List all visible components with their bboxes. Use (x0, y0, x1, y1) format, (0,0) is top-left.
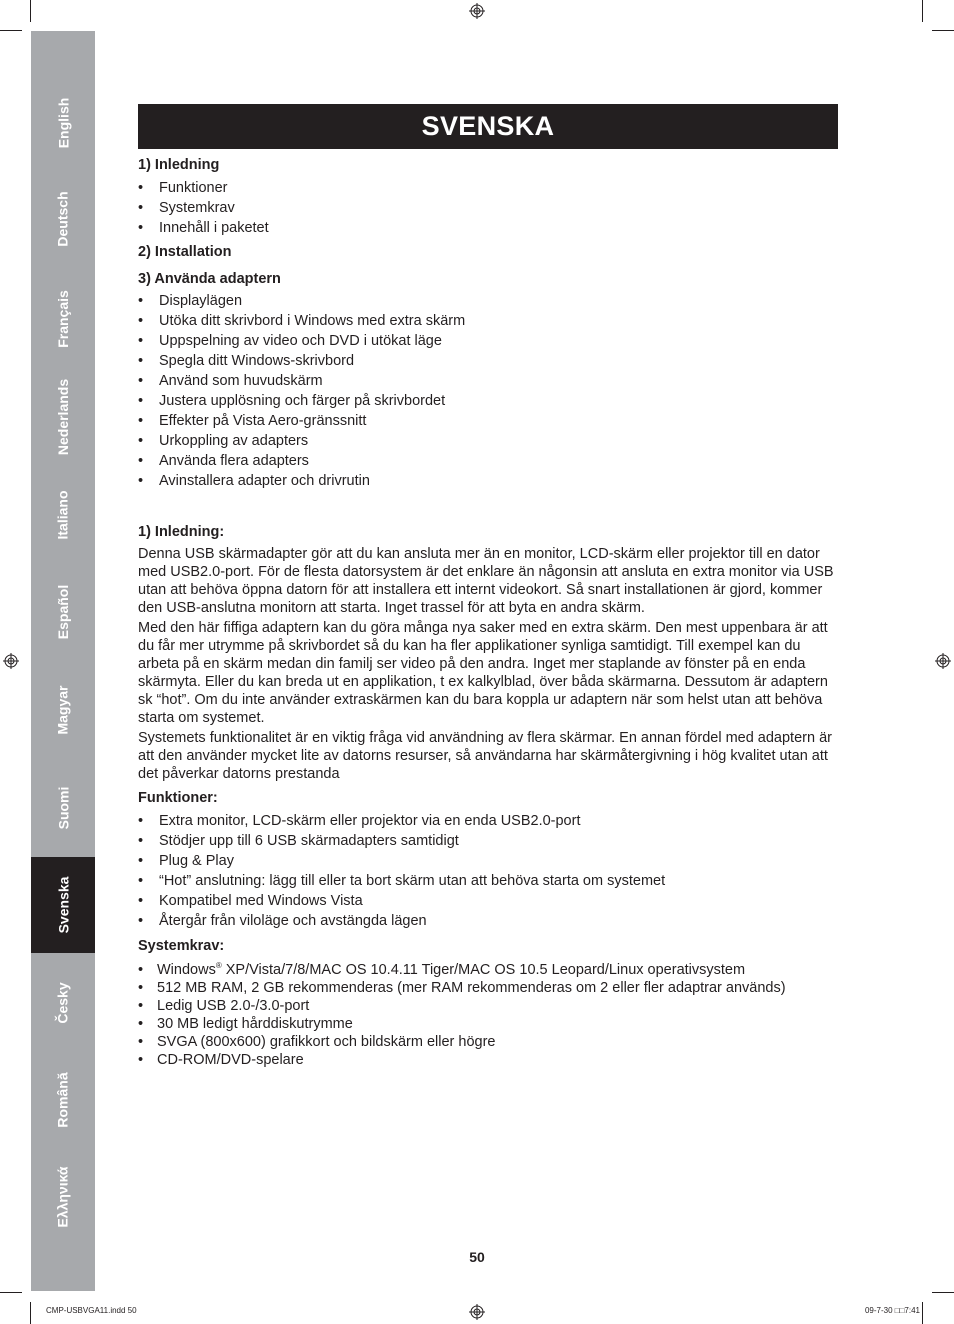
page-title: SVENSKA (138, 104, 838, 149)
toc-heading-anvanda-adaptern: 3) Använda adaptern (138, 271, 281, 287)
section-heading-funktioner: Funktioner: (138, 790, 218, 806)
list-item: • Stödjer upp till 6 USB skärmadapters samtidigt (138, 831, 838, 851)
language-sidebar (31, 31, 95, 1291)
language-tab-suomi[interactable]: Suomi (55, 786, 71, 830)
list-item: • Kompatibel med Windows Vista (138, 891, 838, 911)
language-tab-italiano[interactable]: Italiano (54, 490, 71, 540)
registration-mark-icon (469, 1304, 485, 1320)
intro-paragraph: Med den här fiffiga adaptern kan du göra många nya saker med en extra skärm. Den mest uppenbara är att du får mer utrymme på skrivbordet så du kan ha fler applikationer synliga samtidigt. Till exempel kan du arbeta på en skärm medan din familj ser video på den andra. Inget mer staplande av fönster på en enda skärmyta. Eller du kan breda ut en applikation, t ex kalkylblad, över båda skärmarna. Dessutom är adaptern sk “hot”. Om du inte använder extraskärmen kan du bara koppla ur adaptern när som helst utan att behöva starta om systemet. (138, 620, 828, 726)
crop-mark (30, 0, 31, 22)
list-item: • Systemkrav (138, 198, 838, 218)
toc-list-anvanda-adaptern (138, 291, 838, 491)
language-tab-cesky[interactable]: Česky (54, 982, 71, 1024)
list-item: • Funktioner (138, 178, 838, 198)
list-item: • Använd som huvudskärm (138, 371, 838, 391)
toc-heading-inledning: 1) Inledning (138, 157, 220, 173)
language-tab-english[interactable]: English (55, 97, 71, 149)
intro-paragraph: Systemets funktionalitet är en viktig fråga vid användning av flera skärmar. En annan fördel med adaptern är att den använder mycket lite av datorns resurser, så användarna har skärmåtergivning i hög kvalitet utan att det påverkar datorns prestanda (138, 730, 832, 782)
language-tab-magyar[interactable]: Magyar (55, 685, 71, 735)
toc-heading-installation: 2) Installation (138, 244, 232, 260)
language-tab-romana[interactable]: Română (54, 1072, 71, 1128)
list-item: • Effekter på Vista Aero-gränssnitt (138, 411, 838, 431)
crop-mark (922, 0, 923, 22)
list-item: • Återgår från viloläge och avstängda lägen (138, 911, 838, 931)
footer-file-info: CMP-USBVGA11.indd 50 (46, 1306, 137, 1315)
toc-list-inledning (138, 178, 838, 238)
list-item: • Extra monitor, LCD-skärm eller projektor via en enda USB2.0-port (138, 811, 838, 831)
list-item: • Justera upplösning och färger på skrivbordet (138, 391, 838, 411)
language-tab-espanol[interactable]: Español (55, 584, 71, 640)
list-item: • CD-ROM/DVD-spelare (138, 1051, 838, 1069)
list-item: • Innehåll i paketet (138, 218, 838, 238)
language-tab-francais[interactable]: Français (55, 290, 71, 348)
registration-mark-icon (935, 653, 951, 669)
list-item: • Utöka ditt skrivbord i Windows med extra skärm (138, 311, 838, 331)
list-item: • Windows® XP/Vista/7/8/MAC OS 10.4.11 Tiger/MAC OS 10.5 Leopard/Linux operativsystem (138, 961, 838, 979)
crop-mark (0, 1292, 22, 1293)
page-number: 50 (469, 1249, 485, 1265)
language-tab-svenska[interactable]: Svenska (31, 857, 95, 953)
features-list (138, 811, 838, 931)
crop-mark (0, 30, 22, 31)
list-item: • 30 MB ledigt hårddiskutrymme (138, 1015, 838, 1033)
list-item: • SVGA (800x600) grafikkort och bildskärm eller högre (138, 1033, 838, 1051)
crop-mark (30, 1302, 31, 1324)
list-item: • Uppspelning av video och DVD i utökat läge (138, 331, 838, 351)
crop-mark (922, 1302, 923, 1324)
section-heading-systemkrav: Systemkrav: (138, 938, 225, 954)
list-item: • Ledig USB 2.0-/3.0-port (138, 997, 838, 1015)
section-heading-inledning: 1) Inledning: (138, 524, 225, 540)
list-item: • Urkoppling av adapters (138, 431, 838, 451)
list-item: • Plug & Play (138, 851, 838, 871)
crop-mark (932, 30, 954, 31)
language-tab-nederlands[interactable]: Nederlands (55, 378, 71, 456)
registration-mark-icon (3, 653, 19, 669)
list-item: • “Hot” anslutning: lägg till eller ta bort skärm utan att behöva starta om systemet (138, 871, 838, 891)
list-item: • Displaylägen (138, 291, 838, 311)
intro-paragraph: Denna USB skärmadapter gör att du kan ansluta mer än en monitor, LCD-skärm eller projektor till en dator med USB2.0-port. För de flesta datorsystem är det enklare än någonsin att ansluta en extra monitor via USB utan att behöva öppna datorn för att installera ett internt videokort. Så snart installationen är gjord, kommer den USB-anslutna monitorn att starta. Inget trassel för att byta en andra skärm. (138, 546, 834, 616)
list-item: • Avinstallera adapter och drivrutin (138, 471, 838, 491)
list-item: • Använda flera adapters (138, 451, 838, 471)
language-tab-deutsch[interactable]: Deutsch (54, 191, 71, 247)
footer-timestamp: 09-7-30 □□7:41 (864, 1306, 920, 1315)
main-content (138, 155, 838, 1069)
language-tab-greek[interactable]: Ελληνικά (55, 1166, 71, 1228)
system-requirements-list (138, 961, 838, 1069)
crop-mark (932, 1292, 954, 1293)
registration-mark-icon (469, 3, 485, 19)
list-item: • 512 MB RAM, 2 GB rekommenderas (mer RAM rekommenderas om 2 eller fler adaptrar används) (138, 979, 838, 997)
list-item: • Spegla ditt Windows-skrivbord (138, 351, 838, 371)
